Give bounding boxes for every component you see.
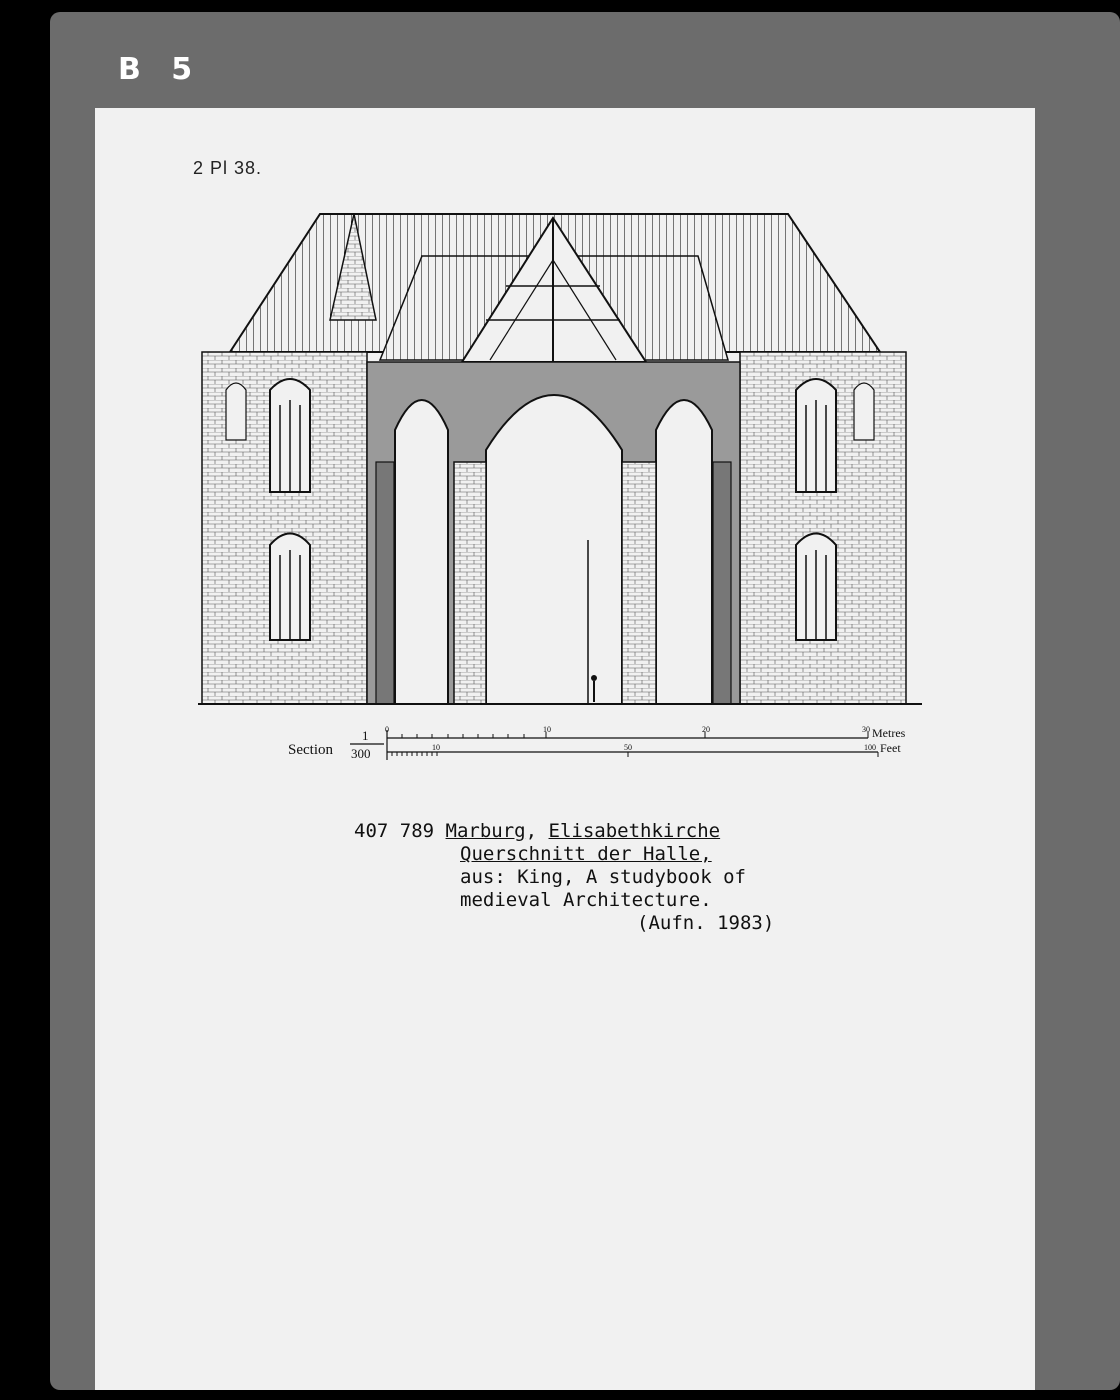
feet-tick-10: 10 bbox=[432, 743, 440, 752]
caption-block bbox=[354, 820, 774, 935]
scale-denominator: 300 bbox=[351, 746, 371, 761]
photo-number: 407 789 bbox=[354, 820, 435, 842]
metres-tick-0: 0 bbox=[385, 725, 389, 734]
building-name: Elisabethkirche bbox=[548, 820, 721, 842]
feet-tick-100: 100 bbox=[864, 743, 876, 752]
arcade bbox=[367, 362, 740, 704]
place-name: Marburg bbox=[445, 820, 526, 842]
mount-label: B 5 bbox=[118, 52, 203, 87]
feet-tick-50: 50 bbox=[624, 743, 632, 752]
subject: Querschnitt der Halle, bbox=[460, 843, 712, 865]
roof bbox=[230, 214, 880, 362]
metres-tick-10: 10 bbox=[543, 725, 551, 734]
caption-line-3: aus: King, A studybook of bbox=[460, 866, 746, 888]
caption-line-1 bbox=[354, 820, 774, 843]
caption-line-2 bbox=[354, 843, 774, 866]
scale-numerator: 1 bbox=[362, 728, 369, 743]
scale-prefix: Section bbox=[288, 742, 333, 758]
scale-bar bbox=[288, 725, 906, 761]
metres-label: Metres bbox=[872, 726, 906, 740]
caption-separator: , bbox=[525, 820, 538, 842]
plate-reference: 2 Pl 38. bbox=[193, 158, 263, 178]
caption-line-4: medieval Architecture. bbox=[460, 889, 712, 911]
church-cross-section-drawing bbox=[190, 200, 930, 780]
metres-tick-20: 20 bbox=[702, 725, 710, 734]
feet-label: Feet bbox=[880, 741, 901, 755]
metres-tick-30: 30 bbox=[862, 725, 870, 734]
caption-line-5: (Aufn. 1983) bbox=[637, 912, 775, 934]
